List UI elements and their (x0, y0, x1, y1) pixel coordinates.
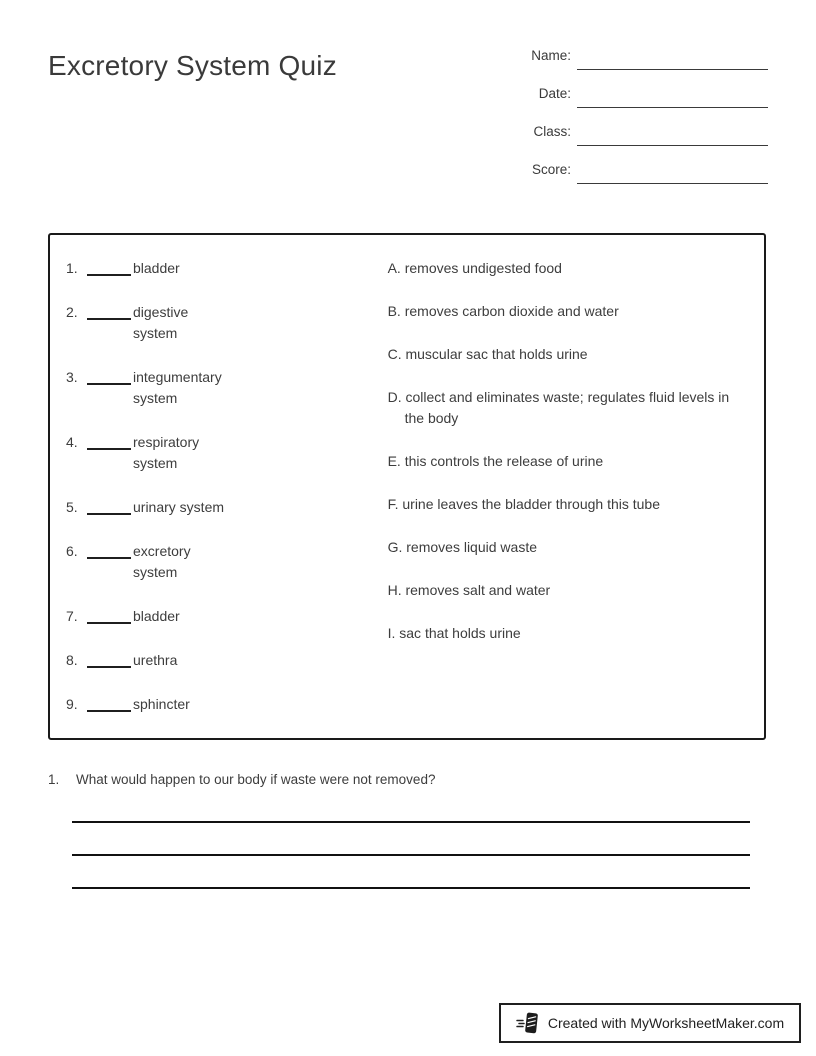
matching-item-number: 1. (66, 260, 78, 276)
score-blank-line (577, 162, 768, 184)
definition-text: sac that holds urine (399, 625, 521, 641)
matching-answer-blank (87, 302, 131, 320)
definition-text: this controls the release of urine (404, 453, 604, 469)
question-text: What would happen to our body if waste were not removed? (76, 772, 436, 787)
class-blank-line (577, 124, 768, 146)
matching-item (66, 650, 388, 671)
matching-item (66, 302, 388, 344)
definition-letter: A. (387, 260, 401, 276)
matching-definition (388, 494, 750, 515)
matching-definition (388, 301, 750, 322)
matching-item-term: bladder (133, 608, 180, 624)
matching-item-number: 8. (66, 652, 78, 668)
definition-letter: E. (387, 453, 401, 469)
score-label: Score: (531, 162, 571, 177)
definition-letter: B. (387, 303, 401, 319)
class-field-row (522, 124, 768, 146)
matching-definitions-column (388, 258, 750, 728)
definition-text: muscular sac that holds urine (405, 346, 588, 362)
matching-answer-blank (87, 367, 131, 385)
matching-item-term: urethra (133, 652, 178, 668)
name-blank-line (577, 48, 768, 70)
definition-letter: H. (387, 582, 402, 598)
matching-answer-blank (87, 606, 131, 624)
matching-answer-blank (87, 650, 131, 668)
worksheet-maker-logo-icon (516, 1010, 541, 1036)
date-field-row (522, 86, 768, 108)
matching-item (66, 694, 388, 715)
matching-definition (388, 258, 750, 279)
matching-item-number: 6. (66, 543, 78, 559)
matching-answer-blank (87, 694, 131, 712)
matching-definition (388, 451, 750, 472)
matching-item-term: respiratory system (133, 434, 200, 471)
definition-text: removes salt and water (405, 582, 551, 598)
matching-item (66, 541, 388, 583)
matching-item-number: 5. (66, 499, 78, 515)
definition-letter: F. (387, 496, 399, 512)
matching-item (66, 606, 388, 627)
definition-letter: I. (387, 625, 396, 641)
definition-text: removes carbon dioxide and water (404, 303, 619, 319)
matching-definition (388, 623, 750, 644)
matching-definition (388, 387, 750, 429)
date-blank-line (577, 86, 768, 108)
matching-item (66, 497, 388, 518)
matching-definition (388, 580, 750, 601)
matching-terms-column (66, 258, 388, 728)
answer-line (72, 821, 750, 823)
matching-answer-blank (87, 497, 131, 515)
definition-text: collect and eliminates waste; regulates fluid levels in the body (404, 389, 730, 426)
matching-item-number: 4. (66, 434, 78, 450)
matching-definition (388, 344, 750, 365)
score-field-row (522, 162, 768, 184)
matching-item-term: digestive system (133, 304, 189, 341)
matching-item-term: urinary system (133, 499, 225, 515)
header-fields (522, 48, 768, 200)
definition-text: removes undigested food (404, 260, 562, 276)
definition-letter: G. (387, 539, 403, 555)
matching-item-term: excretory system (133, 543, 191, 580)
date-label: Date: (538, 86, 571, 101)
matching-item-number: 3. (66, 369, 78, 385)
name-label: Name: (531, 48, 571, 63)
answer-line (72, 887, 750, 889)
matching-item-number: 2. (66, 304, 78, 320)
definition-letter: D. (387, 389, 402, 405)
definition-letter: C. (387, 346, 402, 362)
matching-item-term: integumentary system (133, 369, 222, 406)
footer-credit-badge (499, 1003, 801, 1043)
matching-section (48, 233, 766, 740)
matching-item-number: 9. (66, 696, 78, 712)
matching-item (66, 432, 388, 474)
definition-text: urine leaves the bladder through this tube (402, 496, 660, 512)
answer-lines (72, 821, 750, 920)
matching-definition (388, 537, 750, 558)
question-number: 1. (48, 772, 60, 787)
matching-item (66, 258, 388, 279)
name-field-row (522, 48, 768, 70)
free-response-question (48, 770, 768, 790)
answer-line (72, 854, 750, 856)
matching-answer-blank (87, 258, 131, 276)
matching-answer-blank (87, 432, 131, 450)
footer-credit-text: Created with MyWorksheetMaker.com (547, 1015, 785, 1031)
matching-answer-blank (87, 541, 131, 559)
matching-item (66, 367, 388, 409)
definition-text: removes liquid waste (406, 539, 537, 555)
matching-item-term: bladder (133, 260, 180, 276)
matching-item-term: sphincter (133, 696, 190, 712)
matching-item-number: 7. (66, 608, 78, 624)
class-label: Class: (533, 124, 571, 139)
page-title: Excretory System Quiz (48, 50, 337, 81)
